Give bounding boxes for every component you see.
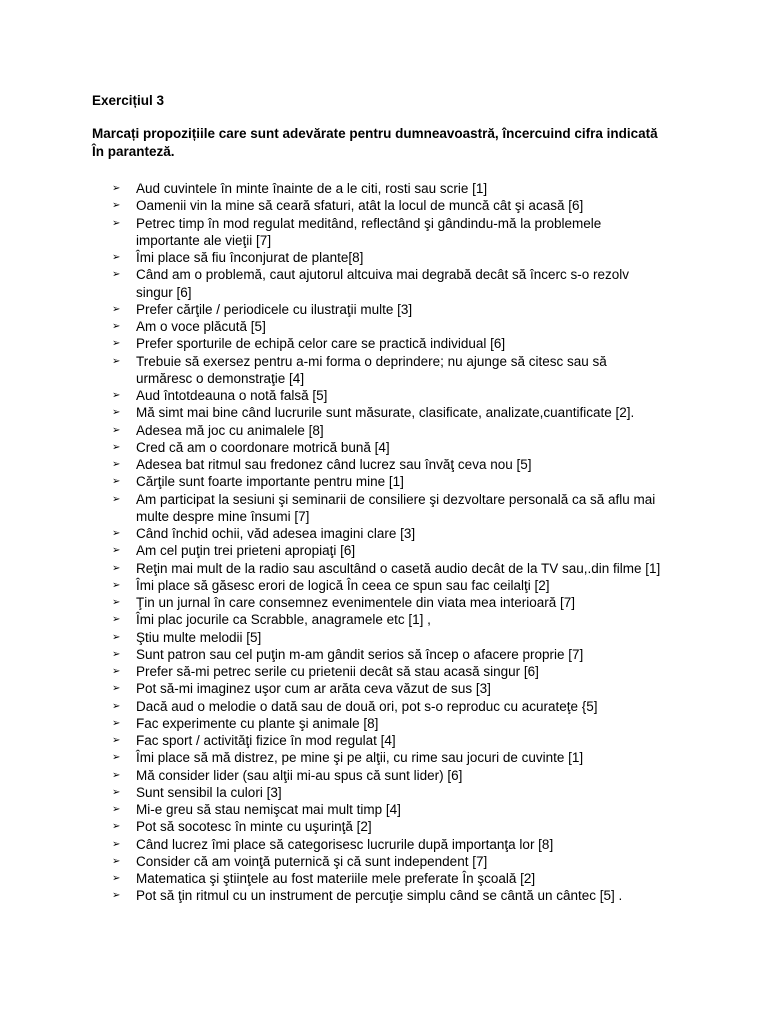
statement-line: Îmi plac jocurile ca Scrabble, anagramele etc [1] , [136,612,431,628]
statement-text [136,801,676,818]
statement-line: Reţin mai mult de la radio sau ascultând o casetă audio decât de la TV sau,.din filme [1] [136,560,661,576]
statement-line: Cărţile sunt foarte importante pentru mine [1] [136,474,404,490]
statement-item [0,387,676,404]
exercise-title: Exercițiul 3 [92,93,165,108]
statement-item [0,180,676,197]
instructions-line: În paranteză. [92,144,175,159]
arrowhead-bullet-icon: ➢ [112,390,121,401]
statement-text [136,594,676,611]
statement-line: Când lucrez îmi place să categorisesc lucrurile după importanţa lor [8] [136,836,554,852]
statement-item [0,542,676,559]
arrowhead-bullet-icon: ➢ [112,735,121,746]
statement-text [136,767,676,784]
statement-text [136,853,676,870]
statement-text [136,663,676,680]
arrowhead-bullet-icon: ➢ [112,459,121,470]
statement-line: Când închid ochii, văd adesea imagini clare [3] [136,526,416,541]
arrowhead-bullet-icon: ➢ [112,769,121,781]
statement-line: Îmi place să fiu înconjurat de plante[8] [136,250,364,265]
statement-item [0,335,676,352]
statement-text [136,473,676,490]
instructions [92,125,688,161]
arrowhead-bullet-icon: ➢ [112,338,121,350]
statement-item [0,767,676,784]
statement-line: Prefer sporturile de echipă celor care se practică individual [6] [136,336,506,352]
statement-line: Mă consider lider (sau alţii mi-au spus că sunt lider) [6] [136,767,463,783]
statement-item [0,870,676,887]
statement-line: Îmi place să mă distrez, pe mine şi pe alţii, cu rime sau jocuri de cuvinte [1] [136,750,584,766]
statement-text [136,197,676,214]
statement-line: Sunt sensibil la culori [3] [136,784,282,800]
statement-list [0,180,768,905]
arrowhead-bullet-icon: ➢ [112,873,121,884]
statement-text [136,818,676,835]
statement-text [136,301,676,318]
statement-item [0,887,676,904]
statement-text [136,887,676,904]
statement-text [136,560,676,577]
statement-text [136,353,676,388]
arrowhead-bullet-icon: ➢ [112,545,121,557]
arrowhead-bullet-icon: ➢ [112,890,121,902]
statement-line: Pot să ţin ritmul cu un instrument de percuţie simplu când se cântă un cântec [5] . [136,888,623,904]
statement-text [136,249,676,266]
statement-item [0,594,676,611]
statement-item [0,301,676,318]
statement-line: Ştiu multe melodii [5] [136,629,262,645]
statement-line: Pot să socotesc în minte cu uşurinţă [2] [136,819,372,835]
arrowhead-bullet-icon: ➢ [112,252,121,263]
statement-text [136,266,676,301]
arrowhead-bullet-icon: ➢ [112,648,121,660]
statement-item [0,439,676,456]
statement-text [136,715,676,732]
statement-text [136,491,676,526]
statement-line: Am cel puţin trei prieteni apropiaţi [6] [136,543,356,559]
arrowhead-bullet-icon: ➢ [112,838,121,850]
statement-text [136,387,676,404]
statement-item [0,249,676,266]
arrowhead-bullet-icon: ➢ [112,424,121,436]
statement-item [0,715,676,732]
statement-text [136,646,676,663]
statement-line: Sunt patron sau cel puţin m-am gândit serios să încep o afacere proprie [7] [136,646,584,662]
statement-line: Consider că am voinţă puternică şi că sunt independent [7] [136,853,488,869]
statement-text [136,784,676,801]
statement-text [136,335,676,352]
statement-line: Adesea mă joc cu animalele [8] [136,422,324,438]
arrowhead-bullet-icon: ➢ [112,786,121,798]
statement-line: Oamenii vin la mine să ceară sfaturi, atât la locul de muncă cât şi acasă [6] [136,198,584,214]
statement-item [0,560,676,577]
statement-item [0,215,676,250]
statement-text [136,318,676,335]
arrowhead-bullet-icon: ➢ [112,562,121,574]
arrowhead-bullet-icon: ➢ [112,614,121,626]
statement-line: Am participat la sesiuni şi seminarii de consiliere şi dezvoltare personală ca să aflu mai [136,491,656,507]
arrowhead-bullet-icon: ➢ [112,700,121,712]
statement-item [0,749,676,766]
statement-line: Trebuie să exersez pentru a-mi forma o deprindere; nu ajunge să citesc sau să [136,353,607,369]
arrowhead-bullet-icon: ➢ [112,407,121,419]
statement-item [0,853,676,870]
statement-line: Matematica şi ştiinţele au fost materiile mele preferate În şcoală [2] [136,871,536,886]
arrowhead-bullet-icon: ➢ [112,752,121,764]
statement-line: singur [6] [136,284,192,300]
statement-item [0,318,676,335]
statement-line: Fac experimente cu plante şi animale [8] [136,715,379,731]
statement-item [0,801,676,818]
arrowhead-bullet-icon: ➢ [112,303,121,315]
statement-line: Ţin un jurnal în care consemnez evenimentele din viata mea interioară [7] [136,595,575,610]
statement-text [136,422,676,439]
statement-text [136,629,676,646]
statement-item [0,646,676,663]
arrowhead-bullet-icon: ➢ [112,528,121,539]
statement-line: Adesea bat ritmul sau fredonez când lucrez sau învăţ ceva nou [5] [136,457,532,472]
statement-item [0,525,676,542]
arrowhead-bullet-icon: ➢ [112,821,121,833]
statement-line: Am o voce plăcută [5] [136,319,266,334]
arrowhead-bullet-icon: ➢ [112,183,121,194]
statement-item [0,784,676,801]
arrowhead-bullet-icon: ➢ [112,441,121,453]
statement-line: Aud cuvintele în minte înainte de a le citi, rosti sau scrie [1] [136,181,488,196]
statement-line: Prefer cărţile / periodicele cu ilustraţii multe [3] [136,301,413,317]
arrowhead-bullet-icon: ➢ [112,579,121,591]
statement-line: Mă simt mai bine când lucrurile sunt măsurate, clasificate, analizate,cuantificate [2]. [136,405,635,421]
statement-text [136,732,676,749]
statement-item [0,473,676,490]
statement-text [136,439,676,456]
statement-item [0,698,676,715]
statement-line: Când am o problemă, caut ajutorul altcuiva mai degrabă decât să încerc s-o rezolv [136,267,630,283]
statement-item [0,577,676,594]
arrowhead-bullet-icon: ➢ [112,476,121,488]
arrowhead-bullet-icon: ➢ [112,631,121,643]
statement-text [136,836,676,853]
statement-text [136,525,676,542]
arrowhead-bullet-icon: ➢ [112,717,121,729]
statement-text [136,577,676,594]
statement-text [136,698,676,715]
statement-item [0,680,676,697]
statement-text [136,215,676,250]
instructions-line: Marcați propozițiile care sunt adevărate pentru dumneavoastră, încercuind cifra indicată [92,126,658,141]
statement-line: Fac sport / activităţi fizice în mod regulat [4] [136,733,396,748]
statement-line: Îmi place să găsesc erori de logică În ceea ce spun sau fac ceilalţi [2] [136,577,550,593]
arrowhead-bullet-icon: ➢ [112,855,121,867]
statement-item [0,732,676,749]
arrowhead-bullet-icon: ➢ [112,355,121,367]
statement-line: importante ale vieţii [7] [136,232,272,248]
statement-line: Dacă aud o melodie o dată sau de două ori, pot s-o reproduc cu acurateţe {5] [136,698,598,714]
arrowhead-bullet-icon: ➢ [112,321,121,332]
statement-item [0,836,676,853]
statement-line: urmăresc o demonstraţie [4] [136,370,305,386]
statement-line: multe despre mine însumi [7] [136,508,310,524]
arrowhead-bullet-icon: ➢ [112,804,121,815]
statement-item [0,629,676,646]
statement-line: Petrec timp în mod regulat meditând, reflectând şi gândindu-mă la problemele [136,215,602,231]
arrowhead-bullet-icon: ➢ [112,597,121,608]
statement-text [136,542,676,559]
statement-text [136,404,676,421]
statement-item [0,404,676,421]
arrowhead-bullet-icon: ➢ [112,666,121,677]
statement-text [136,180,676,197]
arrowhead-bullet-icon: ➢ [112,683,121,695]
statement-text [136,680,676,697]
statement-line: Pot să-mi imaginez uşor cum ar arăta ceva văzut de sus [3] [136,681,491,697]
statement-item [0,353,676,388]
statement-text [136,749,676,766]
statement-item [0,266,676,301]
statement-line: Cred că am o coordonare motrică bună [4] [136,439,390,455]
statement-line: Prefer să-mi petrec serile cu prietenii decât să stau acasă singur [6] [136,664,539,679]
statement-text [136,870,676,887]
statement-item [0,456,676,473]
statement-text [136,611,676,628]
statement-item [0,197,676,214]
statement-item [0,663,676,680]
arrowhead-bullet-icon: ➢ [112,269,121,281]
statement-line: Mi-e greu să stau nemişcat mai mult timp [4] [136,802,401,817]
statement-line: Aud întotdeauna o notă falsă [5] [136,388,328,403]
statement-item [0,491,676,526]
statement-item [0,422,676,439]
arrowhead-bullet-icon: ➢ [112,493,121,505]
arrowhead-bullet-icon: ➢ [112,217,121,229]
statement-item [0,818,676,835]
statement-item [0,611,676,628]
arrowhead-bullet-icon: ➢ [112,200,121,212]
statement-text [136,456,676,473]
